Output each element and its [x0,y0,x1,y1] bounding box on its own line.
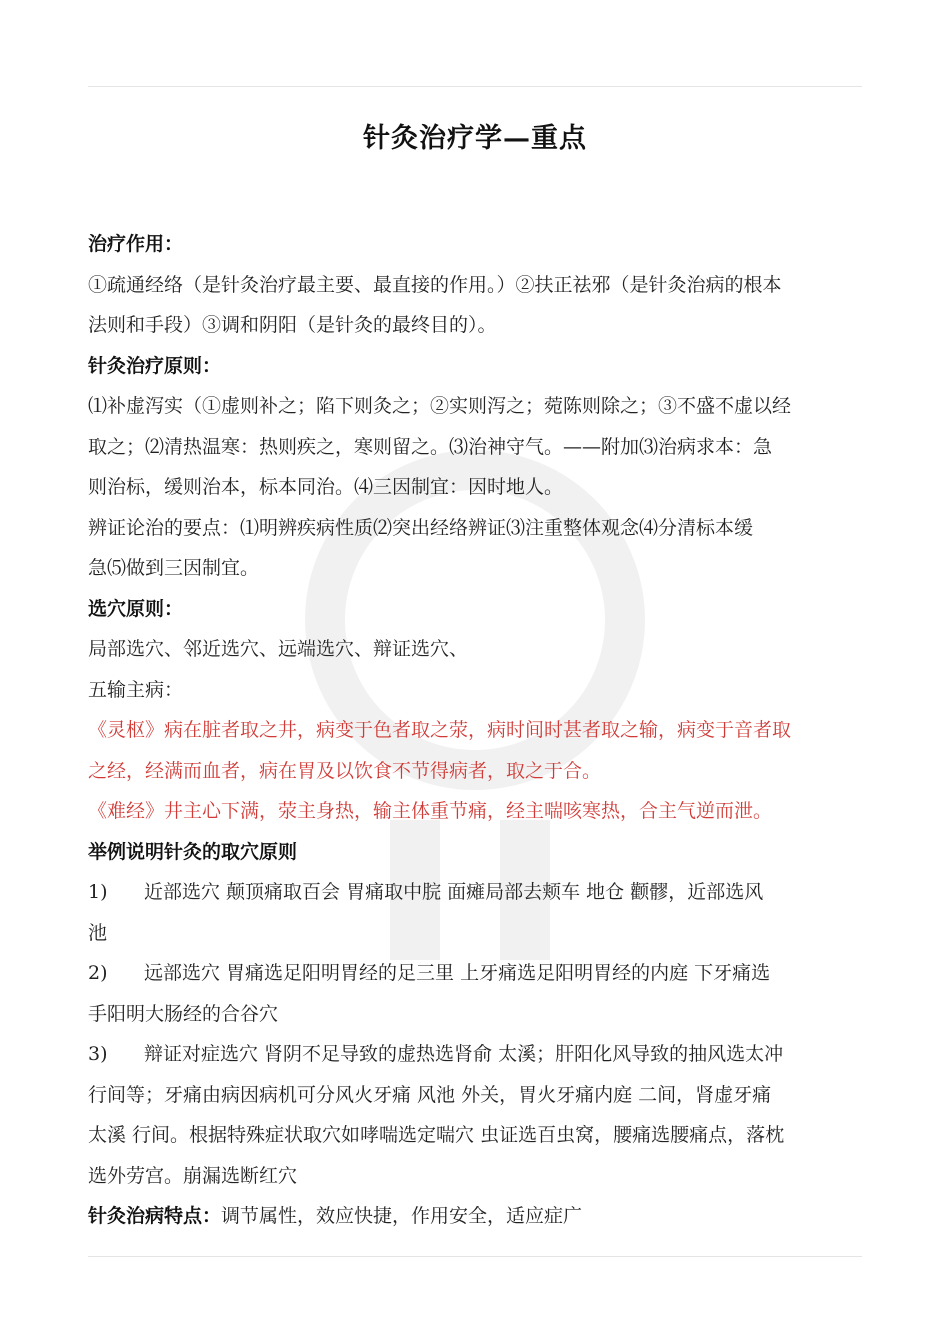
list-item [88,872,860,913]
list-item [88,953,860,994]
classic-quote-line: 《灵枢》病在脏者取之井，病变于色者取之荥，病时间时甚者取之输，病变于音者取 [88,719,792,741]
bottom-divider [88,1256,862,1257]
list-number: 1) [88,881,108,903]
paragraph-line: 则治标，缓则治本，标本同治。⑷三因制宜：因时地人。 [88,476,564,498]
paragraph-line: 局部选穴、邻近选穴、远端选穴、辩证选穴、 [88,638,469,660]
paragraph-line: 行间等；牙痛由病因病机可分风火牙痛 风池 外关，胃火牙痛内庭 二间，肾虚牙痛 [88,1083,772,1106]
section-heading-points: 选穴原则： [88,597,184,620]
classic-quote-line: 《难经》井主心下满，荥主身热，输主体重节痛，经主喘咳寒热，合主气逆而泄。 [88,800,773,822]
page-title: 针灸治疗学—重点 [363,123,587,154]
section-heading-examples: 举例说明针灸的取穴原则 [88,840,298,863]
paragraph-line: 急⑸做到三因制宜。 [88,557,260,579]
features-line [88,1196,860,1237]
section-heading-principles: 针灸治疗原则： [88,354,222,377]
paragraph-line: 池 [88,921,108,944]
list-number: 3) [88,1043,108,1065]
paragraph-line: 太溪 行间。根据特殊症状取穴如哮喘选定喘穴 虫证选百虫窝，腰痛选腰痛点，落枕 [88,1124,785,1146]
paragraph-line: 取之；⑵清热温寒：热则疾之，寒则留之。⑶治神守气。——附加⑶治病求本：急 [88,435,773,458]
classic-quote-line: 之经，经满而血者，病在胃及以饮食不节得病者，取之于合。 [88,759,602,782]
features-text: 调节属性，效应快捷，作用安全，适应症广 [221,1205,583,1227]
paragraph-line: 辨证论治的要点：⑴明辨疾病性质⑵突出经络辨证⑶注重整体观念⑷分清标本缓 [88,516,754,539]
paragraph-line: ①疏通经络（是针灸治疗最主要、最直接的作用。）②扶正祛邪（是针灸治病的根本 [88,273,782,296]
list-number: 2) [88,962,108,984]
list-item-text: 近部选穴 颠顶痛取百会 胃痛取中脘 面瘫局部去颊车 地仓 颧髎，近部选风 [144,881,764,903]
section-heading-features: 针灸治病特点： [88,1205,222,1227]
list-item-text: 远部选穴 胃痛选足阳明胃经的足三里 上牙痛选足阳明胃经的内庭 下牙痛选 [144,962,771,984]
list-item-text: 辩证对症选穴 肾阴不足导致的虚热选肾俞 太溪；肝阳化风导致的抽风选太冲 [144,1043,784,1065]
document-body [88,224,860,1237]
subheading-wushu: 五输主病： [88,678,184,701]
top-divider [88,86,862,87]
paragraph-line: 手阳明大肠经的合谷穴 [88,1002,279,1025]
paragraph-line: ⑴补虚泻实（①虚则补之；陷下则灸之；②实则泻之；菀陈则除之；③不盛不虚以经 [88,395,792,417]
list-item [88,1034,860,1075]
section-heading-effects: 治疗作用： [88,233,184,255]
paragraph-line: 选外劳宫。崩漏选断红穴 [88,1164,298,1187]
paragraph-line: 法则和手段）③调和阴阳（是针灸的最终目的）。 [88,314,497,336]
